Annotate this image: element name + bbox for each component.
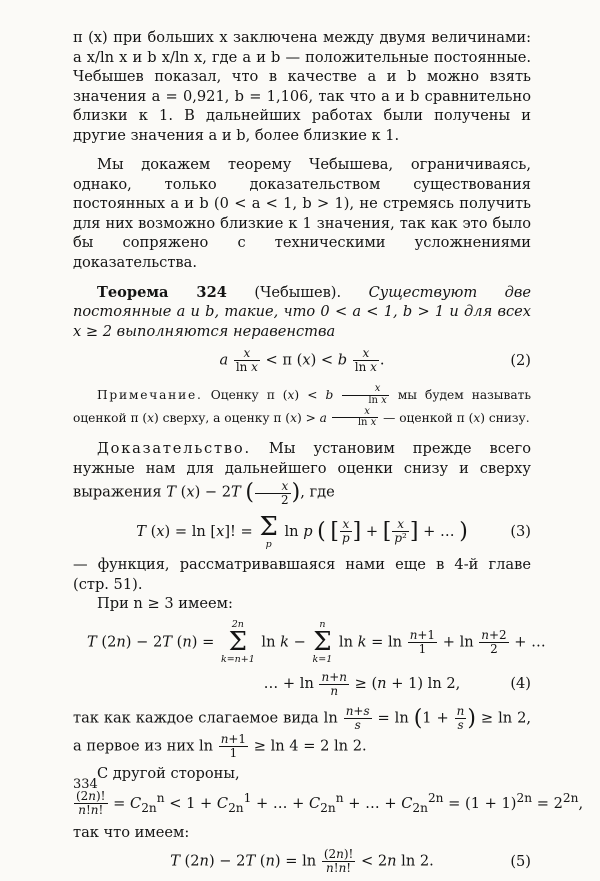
paragraph-chebyshev-bounds: π (x) при больших x заключена между двумя величинами: a x/ln x и b x/ln x, где a и b — положительные постоянные. Чебышев показал, что в качестве a и b можно взять значения a = 0,921, b = 1,106, так что a и b сравнительно близки к 1. В дальнейших работах были получены и другие значения a и b, более близкие к 1. xyxy=(73,29,531,144)
equation-5: T (2n) − 2T (n) = ln $\frac{(2n)!}{n!n!}$ < 2n ln 2. (5) xyxy=(170,847,531,876)
paragraph-function-reference: — функция, рассматривавшаяся нами еще в 4-й главе (стр. 51). xyxy=(73,556,531,593)
equation-4-line-2: … + ln $\frac{n+n}{n}$ ≥ (n + 1) ln 2, (4) xyxy=(263,669,531,698)
theorem-text: Существуют две постоянные a и b, такие, что 0 < a < 1, b > 1 и для всех x ≥ 2 выполняются неравенства xyxy=(73,283,532,340)
theorem-author: (Чебышев). xyxy=(254,283,342,301)
text-column xyxy=(73,28,584,881)
equation-5-number: (5) xyxy=(510,853,531,871)
equation-3-number: (3) xyxy=(510,522,531,540)
equation-binomial: $\frac{(2n)!}{n!n!}$ = $C_{2n}^n < 1 + C_{2n}^1$ + … + $C_{2n}^n$ + … + $C_{2n}^{2n} = (1 + 1)^{2n} = 2^{2n}$, xyxy=(76,789,584,817)
equation-2: a $\frac{x}{\text{ln x}}$ < π (x) < b $\frac{x}{\text{ln x}}$ . (2) xyxy=(219,346,531,375)
paragraph-proof-scope: Мы докажем теорему Чебышева, ограничиваясь, однако, только доказательством существования постоянных a и b (0 < a < 1, b > 1), не стремясь получить для них возможно близкие к 1 значения, так как это было бы сопряжено с техническими усложнениями доказательства. xyxy=(73,156,531,272)
paragraph-each-term: так как каждое слагаемое вида ln $\frac{n+s}{s}$ = ln (1 + $\frac{n}{s}$ ) ≥ ln 2, а первое из них ln $\frac{n+1}{1}$ ≥ ln 4 = 2 ln 2. xyxy=(73,704,531,761)
theorem-label: Теорема 324 xyxy=(97,283,227,301)
proof-paragraph: Доказательство. Мы установим прежде всего нужные нам для дальнейшего оценки снизу и сверху выражения T (x) − 2T ( $\frac{x}{2}$ ), где xyxy=(73,440,531,507)
theorem-statement xyxy=(73,283,531,342)
equation-4-number: (4) xyxy=(510,675,531,693)
page-number: 334 xyxy=(73,777,98,792)
paragraph-case-n: При n ≥ 3 имеем: xyxy=(97,595,233,613)
proof-label: Доказательство. xyxy=(97,440,251,458)
paragraph-other-side: С другой стороны, xyxy=(97,765,240,783)
equation-4-line-1: T (2n) − 2T (n) = 2n Σ k=n+1 ln k − n Σ k=1 ln k = ln $\frac{n+1}{1}$ + ln $\frac{n+2}{2}$ + … xyxy=(87,618,546,666)
paragraph-therefore: так что имеем: xyxy=(73,823,190,841)
equation-2-number: (2) xyxy=(510,351,531,369)
note-label: Примечание. xyxy=(97,387,203,402)
equation-3: T (x) = ln [x]! = Σ p ln p ( [ $\frac{x}{p}$ ] + [ $\frac{x}{\text{p²}}$ ] + … ) (3) xyxy=(136,511,531,550)
note-paragraph: Примечание. Оценку π (x) < b $\frac{x}{\text{ln x}}$ мы будем называть оценкой π (x) сверху, а оценку π (x) > a $\frac{x}{\text{ln x}}$ — оценкой π (x) снизу. xyxy=(73,383,532,429)
